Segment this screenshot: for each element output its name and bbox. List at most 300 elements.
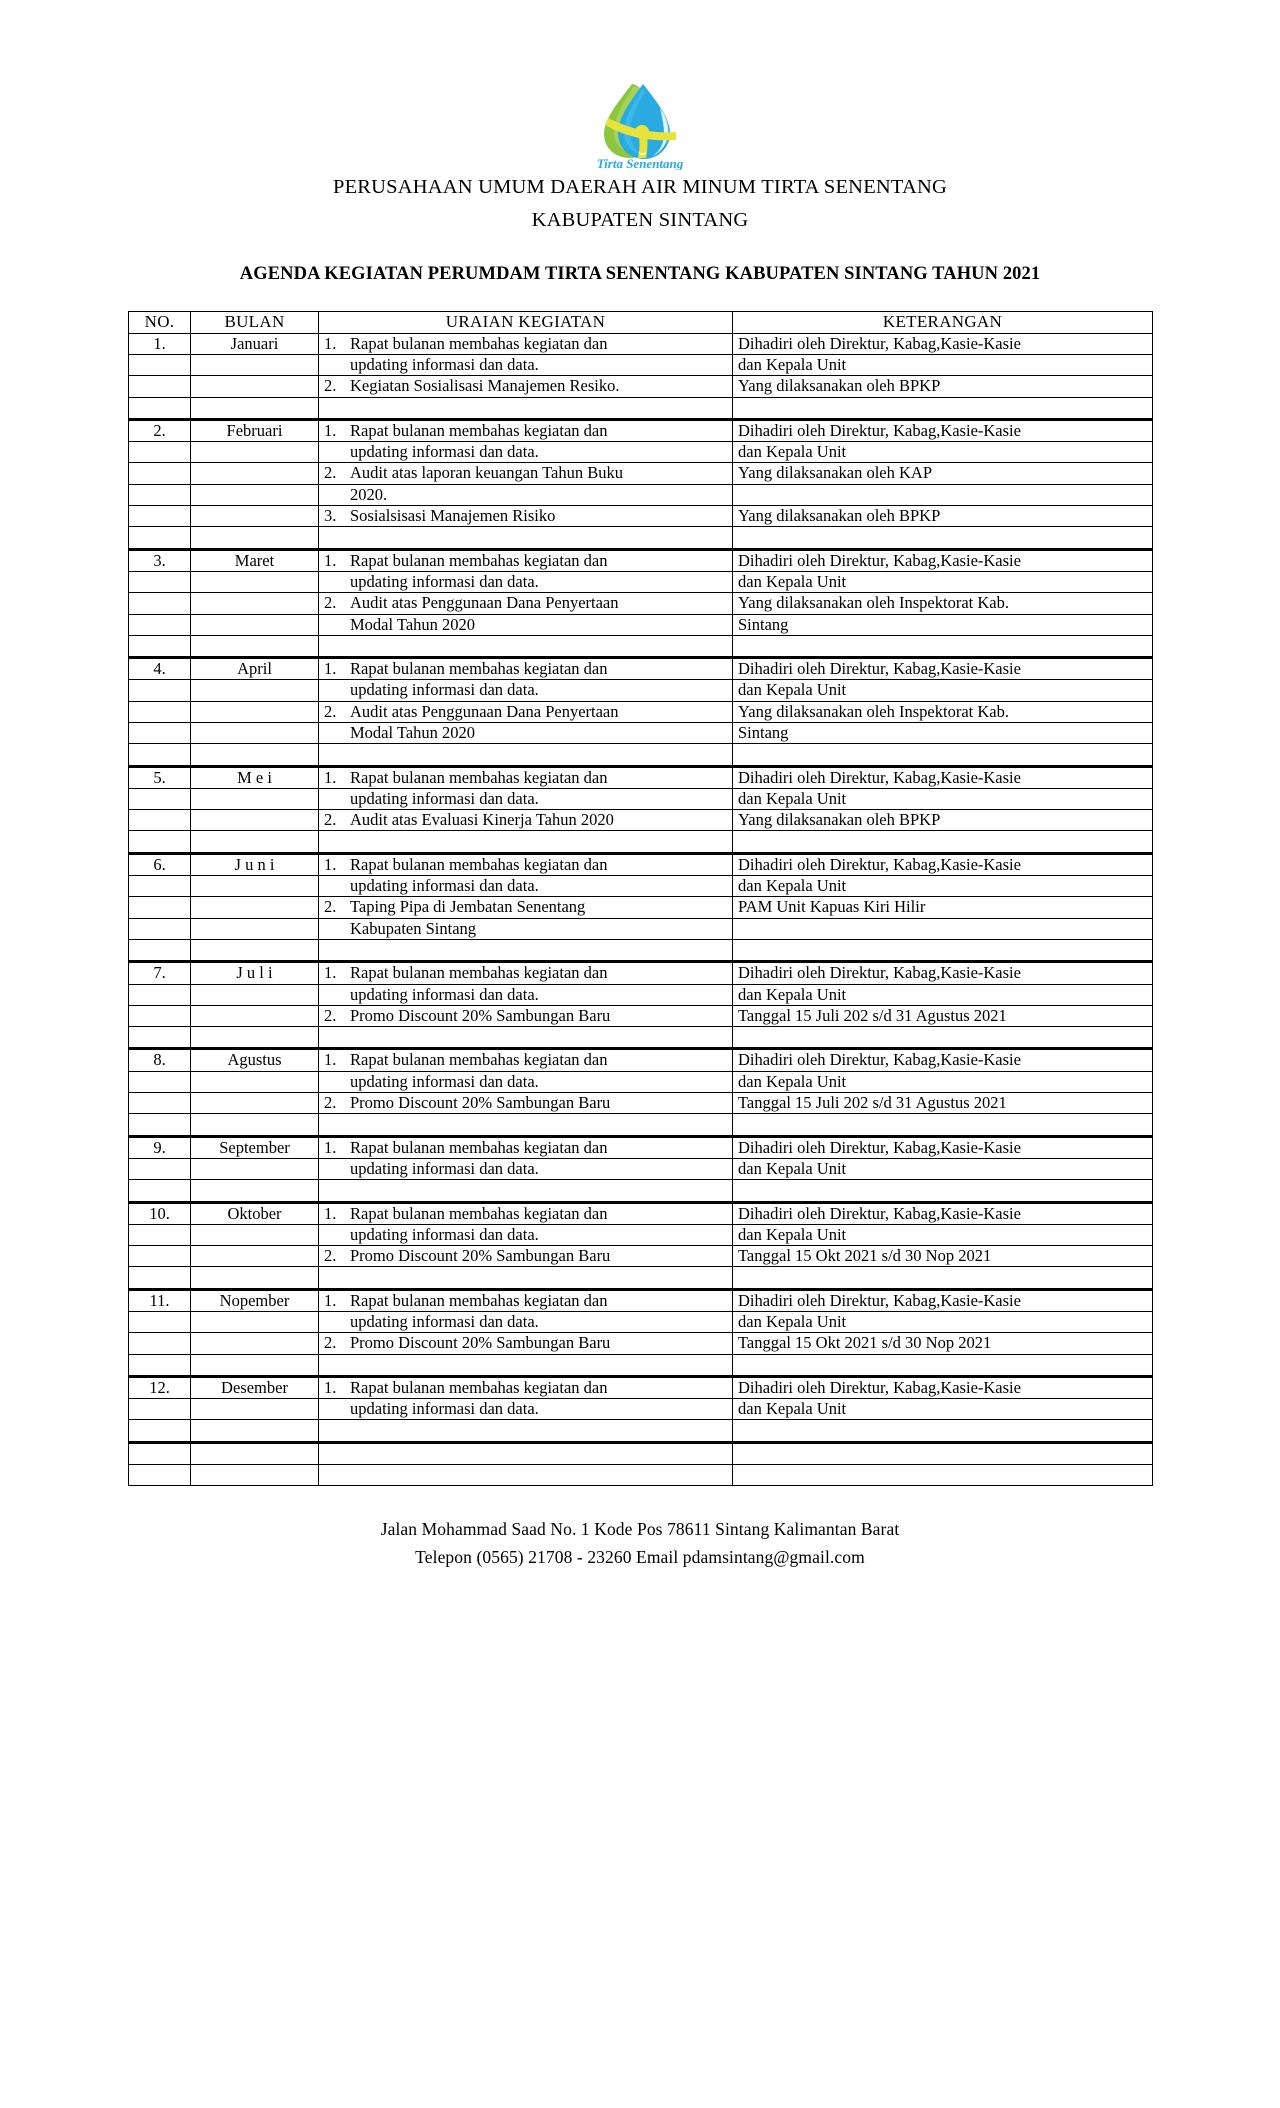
cell-no [129, 918, 191, 939]
cell-keterangan [733, 1027, 1153, 1049]
table-row [129, 354, 1153, 375]
cell-no [129, 506, 191, 527]
cell-no [129, 701, 191, 722]
cell-uraian-kegiatan [319, 442, 733, 463]
cell-uraian-kegiatan [319, 744, 733, 766]
table-spacer-row [129, 1267, 1153, 1289]
cell-uraian-kegiatan [319, 1289, 733, 1311]
activity-number: 2. [324, 1093, 337, 1113]
cell-uraian-kegiatan [319, 1267, 733, 1289]
cell-uraian-kegiatan [319, 397, 733, 419]
activity-number: 1. [324, 1203, 337, 1223]
logo-script-text: Tirta Senentang [596, 156, 684, 170]
cell-no [129, 1071, 191, 1092]
cell-keterangan: Yang dilaksanakan oleh BPKP [733, 376, 1153, 397]
table-row [129, 1202, 1153, 1224]
cell-bulan [191, 1420, 319, 1442]
cell-keterangan: Dihadiri oleh Direktur, Kabag,Kasie-Kasie [733, 1049, 1153, 1071]
table-spacer-row [129, 527, 1153, 549]
cell-uraian-kegiatan [319, 527, 733, 549]
table-row [129, 810, 1153, 831]
cell-no [129, 1333, 191, 1354]
cell-no: 5. [129, 766, 191, 788]
table-row [129, 1093, 1153, 1114]
cell-bulan [191, 1399, 319, 1420]
activity-text: Modal Tahun 2020 [350, 722, 476, 742]
cell-uraian-kegiatan [319, 876, 733, 897]
cell-keterangan: dan Kepala Unit [733, 984, 1153, 1005]
activity-text: updating informasi dan data. [350, 788, 539, 808]
activity-text: Rapat bulanan membahas kegiatan dan [350, 1377, 608, 1397]
activity-number: 2. [324, 897, 337, 917]
cell-keterangan: Dihadiri oleh Direktur, Kabag,Kasie-Kasie [733, 853, 1153, 875]
activity-number: 2. [324, 1246, 337, 1266]
cell-keterangan: Sintang [733, 722, 1153, 743]
table-row [129, 614, 1153, 635]
cell-uraian-kegiatan [319, 962, 733, 984]
activity-text: updating informasi dan data. [350, 354, 539, 374]
cell-uraian-kegiatan [319, 1136, 733, 1158]
cell-bulan: J u l i [191, 962, 319, 984]
cell-no [129, 1114, 191, 1136]
cell-bulan: April [191, 658, 319, 680]
cell-bulan [191, 876, 319, 897]
cell-uraian-kegiatan [319, 463, 733, 484]
table-header-row [129, 312, 1153, 333]
cell-keterangan: Sintang [733, 614, 1153, 635]
cell-bulan [191, 1114, 319, 1136]
cell-bulan [191, 593, 319, 614]
table-row [129, 506, 1153, 527]
cell-no [129, 1224, 191, 1245]
table-empty-row [129, 1465, 1153, 1486]
cell-uraian-kegiatan [319, 1399, 733, 1420]
cell-keterangan: dan Kepala Unit [733, 1158, 1153, 1179]
cell-no [129, 1267, 191, 1289]
cell-no [129, 571, 191, 592]
activity-text: Rapat bulanan membahas kegiatan dan [350, 1050, 608, 1070]
activity-text: Rapat bulanan membahas kegiatan dan [350, 420, 608, 440]
cell-keterangan [733, 1114, 1153, 1136]
cell-uraian-kegiatan [319, 1465, 733, 1486]
activity-text: Rapat bulanan membahas kegiatan dan [350, 1203, 608, 1223]
cell-uraian-kegiatan [319, 571, 733, 592]
cell-bulan [191, 810, 319, 831]
cell-uraian-kegiatan [319, 1180, 733, 1202]
cell-bulan [191, 442, 319, 463]
cell-keterangan: Tanggal 15 Juli 202 s/d 31 Agustus 2021 [733, 1093, 1153, 1114]
table-spacer-row [129, 397, 1153, 419]
activity-text: Audit atas Penggunaan Dana Penyertaan [350, 593, 619, 613]
table-row [129, 918, 1153, 939]
cell-no [129, 593, 191, 614]
cell-no [129, 397, 191, 419]
cell-no: 4. [129, 658, 191, 680]
table-row [129, 1312, 1153, 1333]
cell-no [129, 1158, 191, 1179]
activity-text: Rapat bulanan membahas kegiatan dan [350, 550, 608, 570]
cell-no [129, 984, 191, 1005]
table-row [129, 1333, 1153, 1354]
activity-text: 2020. [350, 484, 388, 504]
activity-text: Rapat bulanan membahas kegiatan dan [350, 767, 608, 787]
cell-keterangan: Tanggal 15 Juli 202 s/d 31 Agustus 2021 [733, 1005, 1153, 1026]
cell-uraian-kegiatan [319, 766, 733, 788]
letterhead [0, 0, 1280, 234]
activity-number: 1. [324, 420, 337, 440]
activity-number: 1. [324, 767, 337, 787]
cell-keterangan: Dihadiri oleh Direktur, Kabag,Kasie-Kasie [733, 658, 1153, 680]
cell-uraian-kegiatan [319, 1049, 733, 1071]
cell-bulan [191, 744, 319, 766]
table-spacer-row [129, 1354, 1153, 1376]
cell-no [129, 1027, 191, 1049]
cell-bulan [191, 1224, 319, 1245]
activity-number: 1. [324, 659, 337, 679]
cell-uraian-kegiatan [319, 701, 733, 722]
organization-name-line1: PERUSAHAAN UMUM DAERAH AIR MINUM TIRTA SENENTANG [332, 176, 948, 198]
activity-text: Kabupaten Sintang [350, 918, 477, 938]
cell-uraian-kegiatan [319, 549, 733, 571]
cell-no [129, 1312, 191, 1333]
agenda-table-wrapper [0, 311, 1280, 1486]
cell-bulan [191, 376, 319, 397]
cell-no [129, 1420, 191, 1442]
cell-no: 10. [129, 1202, 191, 1224]
table-row [129, 788, 1153, 809]
cell-bulan: Oktober [191, 1202, 319, 1224]
cell-keterangan: dan Kepala Unit [733, 788, 1153, 809]
activity-text: Sosialsisasi Manajemen Risiko [350, 506, 556, 526]
cell-bulan [191, 1442, 319, 1464]
activity-number: 1. [324, 963, 337, 983]
activity-number: 2. [324, 1005, 337, 1025]
cell-uraian-kegiatan [319, 658, 733, 680]
cell-bulan [191, 1071, 319, 1092]
page-footer [0, 1516, 1280, 1570]
cell-bulan: Agustus [191, 1049, 319, 1071]
table-row [129, 1376, 1153, 1398]
cell-uraian-kegiatan [319, 1246, 733, 1267]
activity-text: updating informasi dan data. [350, 1071, 539, 1091]
table-row [129, 1136, 1153, 1158]
activity-number: 1. [324, 1377, 337, 1397]
activity-text: updating informasi dan data. [350, 680, 539, 700]
cell-no: 9. [129, 1136, 191, 1158]
cell-uraian-kegiatan [319, 939, 733, 961]
table-spacer-row [129, 831, 1153, 853]
cell-uraian-kegiatan [319, 419, 733, 441]
table-spacer-row [129, 1420, 1153, 1442]
cell-bulan [191, 484, 319, 505]
page-title: AGENDA KEGIATAN PERUMDAM TIRTA SENENTANG KABUPATEN SINTANG TAHUN 2021 [239, 264, 1041, 285]
cell-no: 6. [129, 853, 191, 875]
cell-bulan [191, 527, 319, 549]
activity-text: updating informasi dan data. [350, 1158, 539, 1178]
cell-keterangan: dan Kepala Unit [733, 1312, 1153, 1333]
activity-text: Promo Discount 20% Sambungan Baru [350, 1093, 611, 1113]
table-row [129, 1224, 1153, 1245]
activity-text: updating informasi dan data. [350, 1224, 539, 1244]
cell-no [129, 1399, 191, 1420]
cell-keterangan [733, 1420, 1153, 1442]
cell-keterangan [733, 1180, 1153, 1202]
footer-contact-line: Telepon (0565) 21708 - 23260 Email pdamsintang@gmail.com [415, 1546, 865, 1567]
cell-no [129, 680, 191, 701]
cell-no [129, 831, 191, 853]
tirta-senentang-logo-icon [560, 78, 720, 170]
cell-keterangan: Yang dilaksanakan oleh BPKP [733, 810, 1153, 831]
cell-no [129, 527, 191, 549]
cell-keterangan: Dihadiri oleh Direktur, Kabag,Kasie-Kasie [733, 419, 1153, 441]
cell-bulan: Nopember [191, 1289, 319, 1311]
cell-keterangan [733, 1267, 1153, 1289]
cell-bulan [191, 680, 319, 701]
cell-bulan [191, 506, 319, 527]
cell-bulan: Desember [191, 1376, 319, 1398]
cell-no: 12. [129, 1376, 191, 1398]
activity-number: 2. [324, 810, 337, 830]
cell-no [129, 1005, 191, 1026]
cell-no [129, 744, 191, 766]
cell-bulan [191, 1005, 319, 1026]
cell-keterangan: dan Kepala Unit [733, 442, 1153, 463]
cell-bulan [191, 984, 319, 1005]
activity-text: Rapat bulanan membahas kegiatan dan [350, 854, 608, 874]
cell-keterangan [733, 484, 1153, 505]
column-header-bulan: BULAN [191, 312, 319, 333]
activity-text: Kegiatan Sosialisasi Manajemen Resiko. [350, 376, 620, 396]
cell-keterangan: dan Kepala Unit [733, 1399, 1153, 1420]
table-row [129, 853, 1153, 875]
cell-bulan: M e i [191, 766, 319, 788]
cell-keterangan: PAM Unit Kapuas Kiri Hilir [733, 897, 1153, 918]
cell-uraian-kegiatan [319, 376, 733, 397]
cell-bulan [191, 571, 319, 592]
activity-text: updating informasi dan data. [350, 984, 539, 1004]
activity-number: 1. [324, 333, 337, 353]
footer-address-line: Jalan Mohammad Saad No. 1 Kode Pos 78611 Sintang Kalimantan Barat [380, 1519, 900, 1540]
activity-text: Rapat bulanan membahas kegiatan dan [350, 1290, 608, 1310]
table-row [129, 549, 1153, 571]
cell-keterangan [733, 527, 1153, 549]
cell-keterangan: Tanggal 15 Okt 2021 s/d 30 Nop 2021 [733, 1246, 1153, 1267]
activity-text: Audit atas laporan keuangan Tahun Buku [350, 463, 624, 483]
cell-bulan [191, 1354, 319, 1376]
cell-uraian-kegiatan [319, 1093, 733, 1114]
table-row [129, 1071, 1153, 1092]
cell-uraian-kegiatan [319, 614, 733, 635]
table-row [129, 1049, 1153, 1071]
table-row [129, 484, 1153, 505]
cell-keterangan: Dihadiri oleh Direktur, Kabag,Kasie-Kasie [733, 962, 1153, 984]
cell-keterangan: Dihadiri oleh Direktur, Kabag,Kasie-Kasie [733, 1289, 1153, 1311]
cell-no [129, 463, 191, 484]
activity-text: Rapat bulanan membahas kegiatan dan [350, 1137, 608, 1157]
table-row [129, 766, 1153, 788]
cell-bulan [191, 354, 319, 375]
table-row [129, 962, 1153, 984]
activity-text: updating informasi dan data. [350, 1399, 539, 1419]
cell-uraian-kegiatan [319, 484, 733, 505]
cell-bulan [191, 897, 319, 918]
cell-keterangan: dan Kepala Unit [733, 1071, 1153, 1092]
cell-uraian-kegiatan [319, 722, 733, 743]
cell-no [129, 442, 191, 463]
cell-uraian-kegiatan [319, 788, 733, 809]
cell-keterangan: Yang dilaksanakan oleh Inspektorat Kab. [733, 701, 1153, 722]
cell-bulan [191, 1333, 319, 1354]
cell-keterangan: Dihadiri oleh Direktur, Kabag,Kasie-Kasie [733, 549, 1153, 571]
cell-uraian-kegiatan [319, 1333, 733, 1354]
cell-no [129, 897, 191, 918]
table-row [129, 897, 1153, 918]
cell-uraian-kegiatan [319, 635, 733, 657]
table-body [129, 333, 1153, 1486]
cell-uraian-kegiatan [319, 897, 733, 918]
cell-uraian-kegiatan [319, 593, 733, 614]
cell-keterangan: Dihadiri oleh Direktur, Kabag,Kasie-Kasie [733, 1136, 1153, 1158]
activity-text: Modal Tahun 2020 [350, 614, 476, 634]
cell-keterangan [733, 1465, 1153, 1486]
activity-number: 2. [324, 463, 337, 483]
cell-keterangan: Yang dilaksanakan oleh BPKP [733, 506, 1153, 527]
cell-uraian-kegiatan [319, 1442, 733, 1464]
cell-keterangan: dan Kepala Unit [733, 571, 1153, 592]
activity-number: 3. [324, 506, 337, 526]
cell-uraian-kegiatan [319, 810, 733, 831]
table-row [129, 1246, 1153, 1267]
cell-no: 3. [129, 549, 191, 571]
cell-uraian-kegiatan [319, 1312, 733, 1333]
cell-bulan [191, 722, 319, 743]
activity-text: Rapat bulanan membahas kegiatan dan [350, 963, 608, 983]
cell-no [129, 1442, 191, 1464]
table-spacer-row [129, 1027, 1153, 1049]
cell-uraian-kegiatan [319, 1420, 733, 1442]
cell-bulan: J u n i [191, 853, 319, 875]
cell-keterangan [733, 1354, 1153, 1376]
table-row [129, 722, 1153, 743]
cell-keterangan: dan Kepala Unit [733, 680, 1153, 701]
cell-uraian-kegiatan [319, 354, 733, 375]
cell-no [129, 484, 191, 505]
table-row [129, 876, 1153, 897]
activity-text: Audit atas Evaluasi Kinerja Tahun 2020 [350, 810, 614, 830]
cell-no [129, 788, 191, 809]
cell-keterangan [733, 1442, 1153, 1464]
cell-keterangan [733, 939, 1153, 961]
activity-text: Taping Pipa di Jembatan Senentang [350, 897, 586, 917]
cell-uraian-kegiatan [319, 853, 733, 875]
column-header-uraian: URAIAN KEGIATAN [319, 312, 733, 333]
activity-text: updating informasi dan data. [350, 876, 539, 896]
cell-keterangan: Dihadiri oleh Direktur, Kabag,Kasie-Kasie [733, 766, 1153, 788]
cell-uraian-kegiatan [319, 1071, 733, 1092]
table-row [129, 701, 1153, 722]
activity-text: Promo Discount 20% Sambungan Baru [350, 1246, 611, 1266]
activity-text: Audit atas Penggunaan Dana Penyertaan [350, 701, 619, 721]
cell-uraian-kegiatan [319, 984, 733, 1005]
table-row [129, 1005, 1153, 1026]
table-row [129, 571, 1153, 592]
activity-number: 1. [324, 1290, 337, 1310]
table-row [129, 680, 1153, 701]
table-row [129, 419, 1153, 441]
table-row [129, 984, 1153, 1005]
cell-keterangan: Dihadiri oleh Direktur, Kabag,Kasie-Kasie [733, 1202, 1153, 1224]
cell-bulan: September [191, 1136, 319, 1158]
cell-uraian-kegiatan [319, 1027, 733, 1049]
cell-bulan [191, 463, 319, 484]
cell-keterangan: Tanggal 15 Okt 2021 s/d 30 Nop 2021 [733, 1333, 1153, 1354]
column-header-keterangan: KETERANGAN [733, 312, 1153, 333]
cell-bulan [191, 1465, 319, 1486]
table-header [129, 312, 1153, 333]
cell-keterangan [733, 744, 1153, 766]
cell-bulan [191, 614, 319, 635]
table-row [129, 463, 1153, 484]
activity-number: 1. [324, 1050, 337, 1070]
cell-keterangan: Dihadiri oleh Direktur, Kabag,Kasie-Kasie [733, 1376, 1153, 1398]
table-row [129, 376, 1153, 397]
cell-no: 2. [129, 419, 191, 441]
cell-bulan [191, 788, 319, 809]
cell-uraian-kegiatan [319, 680, 733, 701]
organization-name-line2: KABUPATEN SINTANG [531, 208, 749, 231]
cell-uraian-kegiatan [319, 831, 733, 853]
cell-keterangan [733, 831, 1153, 853]
cell-no [129, 614, 191, 635]
table-spacer-row [129, 744, 1153, 766]
cell-keterangan: dan Kepala Unit [733, 1224, 1153, 1245]
activity-number: 1. [324, 854, 337, 874]
activity-text: updating informasi dan data. [350, 1312, 539, 1331]
cell-uraian-kegiatan [319, 1158, 733, 1179]
cell-no [129, 635, 191, 657]
cell-keterangan [733, 635, 1153, 657]
cell-bulan [191, 701, 319, 722]
cell-no [129, 876, 191, 897]
cell-bulan: Maret [191, 549, 319, 571]
cell-bulan [191, 918, 319, 939]
cell-no [129, 722, 191, 743]
table-row [129, 1399, 1153, 1420]
cell-no [129, 376, 191, 397]
cell-uraian-kegiatan [319, 1005, 733, 1026]
column-header-no: NO. [129, 312, 191, 333]
activity-text: Promo Discount 20% Sambungan Baru [350, 1333, 611, 1353]
cell-no: 8. [129, 1049, 191, 1071]
table-spacer-row [129, 635, 1153, 657]
cell-keterangan [733, 397, 1153, 419]
table-spacer-row [129, 1114, 1153, 1136]
activity-text: updating informasi dan data. [350, 571, 539, 591]
cell-keterangan: dan Kepala Unit [733, 354, 1153, 375]
cell-uraian-kegiatan [319, 918, 733, 939]
cell-no [129, 354, 191, 375]
cell-keterangan: Yang dilaksanakan oleh Inspektorat Kab. [733, 593, 1153, 614]
activity-text: Promo Discount 20% Sambungan Baru [350, 1005, 611, 1025]
table-row [129, 442, 1153, 463]
cell-bulan [191, 939, 319, 961]
cell-bulan [191, 831, 319, 853]
table-row [129, 1158, 1153, 1179]
cell-uraian-kegiatan [319, 506, 733, 527]
table-empty-row [129, 1442, 1153, 1464]
cell-no [129, 939, 191, 961]
cell-bulan [191, 1158, 319, 1179]
